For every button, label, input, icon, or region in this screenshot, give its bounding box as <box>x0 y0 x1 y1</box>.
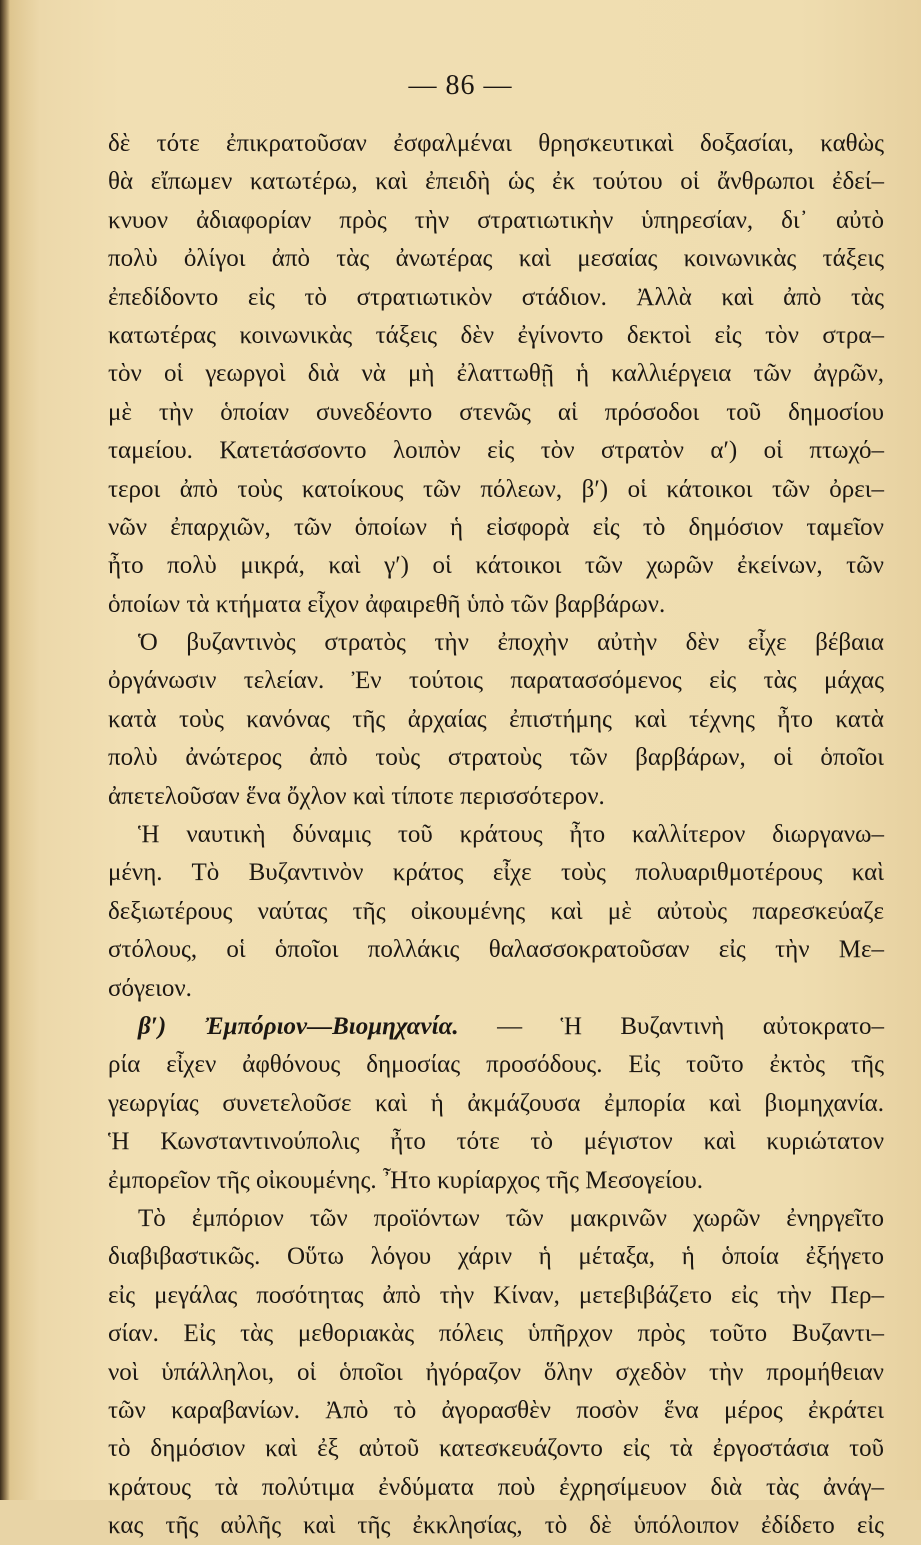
text-line: — Ἡ Βυζαντινὴ αὐτοκρατο– <box>497 1012 884 1040</box>
text-line: Ἡ ναυτικὴ δύναμις τοῦ κράτους ἦτο καλλίτερον διωργανω– <box>138 821 884 849</box>
text-line: κνυον ἀδιαφορίαν πρὸς τὴν στρατιωτικὴν ὑπηρεσίαν, δι᾿ αὐτὸ <box>108 206 884 234</box>
text-line: κας τῆς αὐλῆς καὶ τῆς ἐκκλησίας, τὸ δὲ ὑπόλοιπον ἐδίδετο εἰς <box>108 1512 884 1540</box>
text-line: ὀργάνωσιν τελείαν. Ἐν τούτοις παρατασσόμενος εἰς τὰς μάχας <box>108 667 884 695</box>
section-heading: β′) Ἐμπόριον—Βιομηχανία. <box>138 1012 459 1040</box>
text-line: Ἡ Κωνσταντινούπολις ἦτο τότε τὸ μέγιστον καὶ κυριώτατον <box>108 1128 884 1156</box>
text-line: θὰ εἴπωμεν κατωτέρω, καὶ ἐπειδὴ ὡς ἐκ τούτου οἱ ἄνθρωποι ἐδεί– <box>108 168 884 196</box>
text-line: σόγειον. <box>108 974 192 1002</box>
page-number: — 86 — <box>408 70 513 101</box>
text-line: κράτους τὰ πολύτιμα ἐνδύματα ποὺ ἐχρησίμευον διὰ τὰς ἀνάγ– <box>108 1473 884 1501</box>
text-line: ταμείου. Κατετάσσοντο λοιπὸν εἰς τὸν στρατὸν α′) οἱ πτωχό– <box>108 437 884 465</box>
text-line: πολὺ ἀνώτερος ἀπὸ τοὺς στρατοὺς τῶν βαρβάρων, οἱ ὁποῖοι <box>108 744 884 772</box>
text-line: στόλους, οἱ ὁποῖοι πολλάκις θαλασσοκρατοῦσαν εἰς τὴν Με– <box>108 936 884 964</box>
text-line: Τὸ ἐμπόριον τῶν προϊόντων τῶν μακρινῶν χωρῶν ἐνηργεῖτο <box>138 1204 884 1232</box>
text-line: γεωργίας συνετελοῦσε καὶ ἡ ἀκμάζουσα ἐμπορία καὶ βιομηχανία. <box>108 1089 884 1117</box>
page-left-edge-shadow <box>0 0 10 1500</box>
text-line: ἐμπορεῖον τῆς οἰκουμένης. Ἦτο κυρίαρχος τῆς Μεσογείου. <box>108 1166 703 1194</box>
text-line: διαβιβαστικῶς. Οὕτω λόγου χάριν ἡ μέταξα, ἡ ὁποία ἐξήγετο <box>108 1243 884 1271</box>
text-line: κατωτέρας κοινωνικὰς τάξεις δὲν ἐγίνοντο δεκτοὶ εἰς τὸν στρα– <box>108 321 884 349</box>
text-line: μὲ τὴν ὁποίαν συνεδέοντο στενῶς αἱ πρόσοδοι τοῦ δημοσίου <box>108 398 884 426</box>
text-line: ἀπετελοῦσαν ἕνα ὄχλον καὶ τίποτε περισσότερον. <box>108 782 605 810</box>
text-line: δὲ τότε ἐπικρατοῦσαν ἐσφαλμέναι θρησκευτικαὶ δοξασίαι, καθὼς <box>108 130 884 157</box>
text-line: ἦτο πολὺ μικρά, καὶ γ′) οἱ κάτοικοι τῶν χωρῶν ἐκείνων, τῶν <box>108 552 884 580</box>
text-line: ὁποίων τὰ κτήματα εἶχον ἀφαιρεθῆ ὑπὸ τῶν βαρβάρων. <box>108 590 666 618</box>
text-line: νῶν ἐπαρχιῶν, τῶν ὁποίων ἡ εἰσφορὰ εἰς τὸ δημόσιον ταμεῖον <box>108 513 884 541</box>
text-line: εἰς μεγάλας ποσότητας ἀπὸ τὴν Κίναν, μετεβιβάζετο εἰς τὴν Περ– <box>108 1281 884 1309</box>
text-line: νοὶ ὑπάλληλοι, οἱ ὁποῖοι ἠγόραζον ὅλην σχεδὸν τὴν προμήθειαν <box>108 1358 884 1386</box>
text-line: δεξιωτέρους ναύτας τῆς οἰκουμένης καὶ μὲ αὐτοὺς παρεσκεύαζε <box>108 897 884 925</box>
body-text <box>108 125 884 1545</box>
text-line: κατὰ τοὺς κανόνας τῆς ἀρχαίας ἐπιστήμης καὶ τέχνης ἦτο κατὰ <box>108 705 884 733</box>
text-line: μένη. Τὸ Βυζαντινὸν κράτος εἶχε τοὺς πολυαριθμοτέρους καὶ <box>108 859 884 887</box>
section-heading-line <box>108 1008 884 1046</box>
text-line: σίαν. Εἰς τὰς μεθοριακὰς πόλεις ὑπῆρχον πρὸς τοῦτο Βυζαντι– <box>108 1320 884 1348</box>
text-line: ἐπεδίδοντο εἰς τὸ στρατιωτικὸν στάδιον. Ἀλλὰ καὶ ἀπὸ τὰς <box>108 283 884 311</box>
text-line: τὸ δημόσιον καὶ ἐξ αὐτοῦ κατεσκευάζοντο εἰς τὰ ἐργοστάσια τοῦ <box>108 1435 884 1463</box>
text-line: τεροι ἀπὸ τοὺς κατοίκους τῶν πόλεων, β′) οἱ κάτοικοι τῶν ὀρει– <box>108 475 884 503</box>
text-line: τῶν καραβανίων. Ἀπὸ τὸ ἀγορασθὲν ποσὸν ἕνα μέρος ἐκράτει <box>108 1396 884 1424</box>
text-line: ρία εἶχεν ἀφθόνους δημοσίας προσόδους. Εἰς τοῦτο ἐκτὸς τῆς <box>108 1051 884 1079</box>
text-line: πολὺ ὀλίγοι ἀπὸ τὰς ἀνωτέρας καὶ μεσαίας κοινωνικὰς τάξεις <box>108 245 884 273</box>
text-line: Ὁ βυζαντινὸς στρατὸς τὴν ἐποχὴν αὐτὴν δὲν εἶχε βέβαια <box>138 629 884 657</box>
text-line: τὸν οἱ γεωργοὶ διὰ νὰ μὴ ἐλαττωθῇ ἡ καλλιέργεια τῶν ἀγρῶν, <box>108 360 884 388</box>
